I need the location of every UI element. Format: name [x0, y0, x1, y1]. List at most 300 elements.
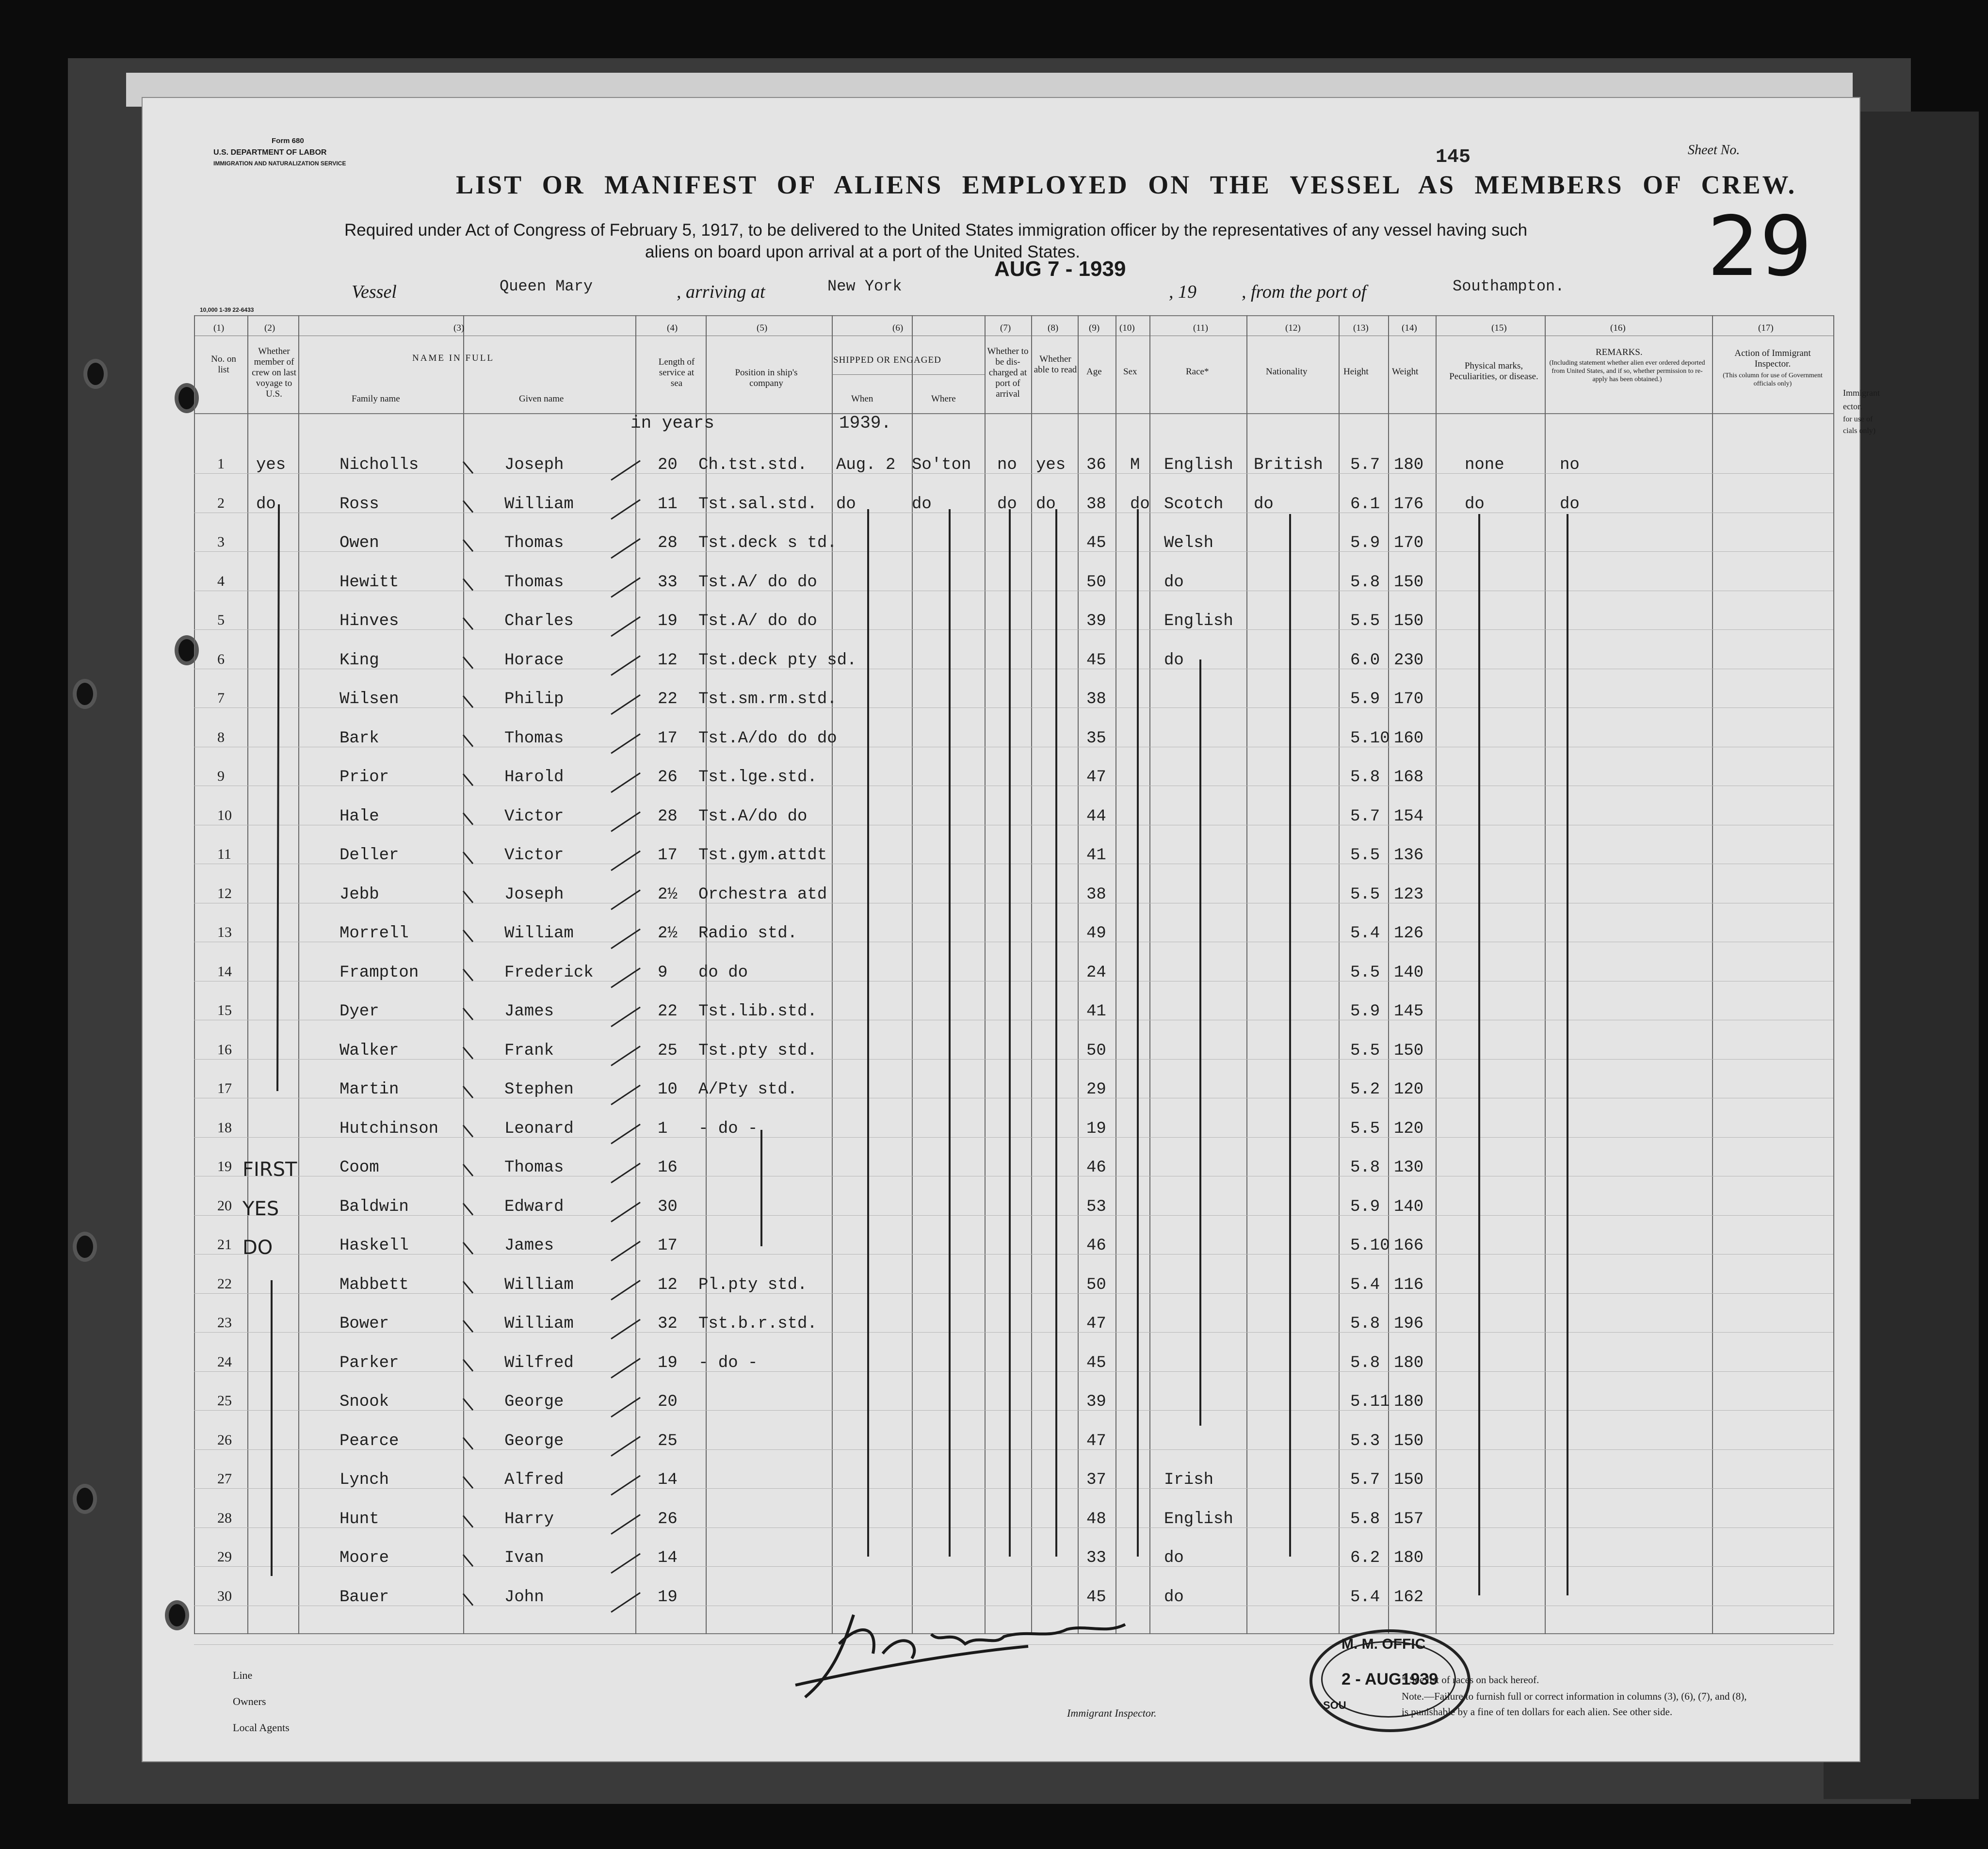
check-mark [611, 812, 640, 832]
shipped-where-cell: So'ton [912, 456, 971, 474]
height-cell: 5.4 [1350, 1588, 1380, 1607]
action-note: (This column for use of Government officials only) [1723, 372, 1823, 387]
service-years-cell: 26 [658, 768, 678, 787]
check-mark [611, 890, 640, 910]
age-cell: 33 [1086, 1549, 1106, 1567]
given-name-cell: Leonard [504, 1119, 574, 1138]
weight-cell: 154 [1394, 807, 1424, 826]
given-name-cell: Charles [504, 612, 574, 630]
check-mark [611, 1319, 640, 1339]
arrival-date-stamp: AUG 7 - 1939 [994, 257, 1126, 281]
given-name-cell: William [504, 1275, 574, 1294]
check-mark [611, 1398, 640, 1417]
weight-cell: 150 [1394, 1471, 1424, 1489]
col-13-label: Height [1343, 367, 1369, 377]
check-mark [611, 1437, 640, 1456]
service-years-cell: 2½ [658, 924, 678, 943]
arriving-label: , arriving at [677, 282, 765, 302]
col-17-number: (17) [1758, 323, 1774, 333]
weight-cell: 230 [1394, 651, 1424, 670]
age-cell: 50 [1086, 1041, 1106, 1060]
family-name-cell: Bauer [339, 1588, 389, 1607]
height-cell: 5.9 [1350, 534, 1380, 552]
age-cell: 45 [1086, 651, 1106, 670]
check-mark [611, 1241, 640, 1261]
list-number-cell: 29 [217, 1549, 232, 1565]
age-cell: 49 [1086, 924, 1106, 943]
nationality-cell: British [1254, 456, 1323, 474]
service-years-cell: 32 [658, 1315, 678, 1333]
list-number-cell: 11 [217, 846, 231, 862]
list-number-cell: 20 [217, 1197, 232, 1214]
check-mark [463, 1438, 473, 1449]
department-name: U.S. DEPARTMENT OF LABOR [213, 148, 327, 157]
list-number-cell: 25 [217, 1393, 232, 1409]
family-name-cell: Hale [339, 807, 379, 826]
family-name-cell: King [339, 651, 379, 670]
check-mark [463, 618, 473, 629]
col-10-label: Sex [1123, 367, 1137, 377]
service-years-cell: 26 [658, 1510, 678, 1528]
check-mark [463, 1008, 473, 1020]
service-years-cell: 10 [658, 1080, 678, 1099]
given-name-cell: Victor [504, 846, 564, 865]
race-cell: do [1164, 1588, 1184, 1607]
position-cell: Ch.tst.std. [698, 456, 808, 474]
family-name-cell: Bower [339, 1315, 389, 1333]
check-mark [463, 501, 473, 513]
position-cell: A/Pty std. [698, 1080, 798, 1099]
given-name-cell: George [504, 1431, 564, 1450]
height-cell: 5.8 [1350, 1158, 1380, 1177]
check-mark [463, 1360, 473, 1371]
physical-marks-cell: none [1465, 456, 1504, 474]
weight-cell: 180 [1394, 1393, 1424, 1411]
height-cell: 5.9 [1350, 690, 1380, 708]
height-cell: 5.2 [1350, 1080, 1380, 1099]
age-cell: 44 [1086, 807, 1106, 826]
family-name-cell: Coom [339, 1158, 379, 1177]
col-9-label: Age [1086, 367, 1102, 377]
nationality-cell: do [1254, 495, 1274, 514]
height-cell: 5.4 [1350, 1275, 1380, 1294]
service-years-cell: 12 [658, 1275, 678, 1294]
check-mark [611, 1046, 640, 1066]
check-mark [463, 1125, 473, 1137]
position-cell: Tst.b.r.std. [698, 1315, 817, 1333]
penalty-note-1: Note.—Failure to furnish full or correct information in columns (3), (6), (7), and (8), [1402, 1690, 1747, 1702]
family-name-cell: Haskell [339, 1237, 409, 1255]
given-name-cell: Victor [504, 807, 564, 826]
weight-cell: 170 [1394, 690, 1424, 708]
check-mark [463, 1047, 473, 1059]
check-mark [611, 617, 640, 636]
weight-cell: 150 [1394, 612, 1424, 630]
check-mark [463, 462, 473, 473]
check-mark [463, 1399, 473, 1410]
given-name-cell: Joseph [504, 456, 564, 474]
given-name-cell: Wilfred [504, 1353, 574, 1372]
position-cell: do do [698, 963, 748, 982]
service-years-cell: 25 [658, 1431, 678, 1450]
where-header: Where [931, 394, 956, 404]
service-years-cell: 20 [658, 456, 678, 474]
col-2-label: Whether member of crew on last voyage to U.S. [252, 346, 296, 399]
weight-cell: 116 [1394, 1275, 1424, 1294]
family-name-cell: Wilsen [339, 690, 399, 708]
service-years-cell: 12 [658, 651, 678, 670]
given-name-cell: Thomas [504, 534, 564, 552]
given-name-cell: Edward [504, 1197, 564, 1216]
age-cell: 36 [1086, 456, 1106, 474]
departure-port: Southampton. [1453, 277, 1565, 295]
check-mark [463, 696, 473, 707]
vessel-name: Queen Mary [500, 277, 593, 295]
age-cell: 47 [1086, 1315, 1106, 1333]
position-cell: Tst.A/ do do [698, 573, 817, 592]
list-number-cell: 21 [217, 1237, 232, 1253]
list-number-cell: 18 [217, 1119, 232, 1136]
position-cell: Tst.deck pty sd. [698, 651, 857, 670]
family-name-cell: Martin [339, 1080, 399, 1099]
list-number-cell: 24 [217, 1353, 232, 1370]
age-cell: 38 [1086, 690, 1106, 708]
year-prefix: , 19 [1169, 282, 1196, 302]
position-cell: Pl.pty std. [698, 1275, 808, 1294]
check-mark [611, 968, 640, 988]
col-6-label: SHIPPED OR ENGAGED [833, 355, 941, 365]
list-number-cell: 22 [217, 1275, 232, 1292]
weight-cell: 160 [1394, 729, 1424, 748]
height-cell: 5.8 [1350, 1315, 1380, 1333]
list-number-cell: 2 [217, 495, 225, 511]
height-cell: 5.8 [1350, 1510, 1380, 1528]
family-name-cell: Moore [339, 1549, 389, 1567]
col-5-number: (5) [757, 323, 768, 333]
service-years-cell: 19 [658, 612, 678, 630]
service-years-cell: 14 [658, 1549, 678, 1567]
check-mark [463, 774, 473, 786]
col-1-label: No. on list [211, 354, 236, 375]
position-cell: Tst.A/ do do [698, 612, 817, 630]
sex-cell: do [1130, 495, 1150, 514]
given-name-cell: Horace [504, 651, 564, 670]
given-name-cell: William [504, 924, 574, 943]
discharged-cell: do [997, 495, 1017, 514]
list-number-cell: 7 [217, 690, 225, 706]
service-years-cell: 30 [658, 1197, 678, 1216]
list-number-cell: 4 [217, 573, 225, 589]
weight-cell: 140 [1394, 963, 1424, 982]
list-number-cell: 27 [217, 1471, 232, 1487]
line-label: Line [233, 1669, 253, 1681]
col-10-number: (10) [1119, 323, 1135, 333]
list-number-cell: 13 [217, 924, 232, 940]
physical-marks-cell: do [1465, 495, 1485, 514]
list-number-cell: 19 [217, 1158, 232, 1174]
height-cell: 5.10 [1350, 729, 1390, 748]
given-name-cell: Philip [504, 690, 564, 708]
age-cell: 48 [1086, 1510, 1106, 1528]
weight-cell: 120 [1394, 1080, 1424, 1099]
given-name-cell: Thomas [504, 573, 564, 592]
check-mark [611, 461, 640, 480]
races-note: * See list of races on back hereof. [1402, 1674, 1539, 1686]
weight-cell: 126 [1394, 924, 1424, 943]
given-name-cell: James [504, 1002, 554, 1021]
family-name-cell: Dyer [339, 1002, 379, 1021]
service-years-cell: 11 [658, 495, 678, 514]
col-3-label: NAME IN FULL [412, 353, 494, 363]
col-4-number: (4) [667, 323, 678, 333]
family-name-cell: Deller [339, 846, 399, 865]
age-cell: 53 [1086, 1197, 1106, 1216]
age-cell: 41 [1086, 1002, 1106, 1021]
position-cell: Tst.lge.std. [698, 768, 817, 787]
check-mark [611, 1593, 640, 1612]
weight-cell: 123 [1394, 885, 1424, 904]
height-cell: 5.11 [1350, 1393, 1390, 1411]
check-mark [611, 1515, 640, 1534]
check-mark [611, 656, 640, 675]
remarks-cell: no [1560, 456, 1580, 474]
col-12-number: (12) [1285, 323, 1301, 333]
arrival-port: New York [827, 277, 902, 295]
given-name-cell: Alfred [504, 1471, 564, 1489]
age-cell: 47 [1086, 1431, 1106, 1450]
age-cell: 45 [1086, 1588, 1106, 1607]
col-15-label: Physical marks, Peculiarities, or disease. [1449, 361, 1538, 382]
age-cell: 46 [1086, 1158, 1106, 1177]
height-cell: 5.4 [1350, 924, 1380, 943]
check-mark [463, 1320, 473, 1332]
given-name-cell: Frank [504, 1041, 554, 1060]
check-mark [611, 1085, 640, 1105]
height-cell: 5.9 [1350, 1197, 1380, 1216]
previous-voyage-cell: do [256, 495, 276, 514]
list-number-cell: 3 [217, 534, 225, 550]
local-agents-label: Local Agents [233, 1721, 290, 1734]
service-years-cell: 22 [658, 690, 678, 708]
family-name-cell: Walker [339, 1041, 399, 1060]
check-mark [463, 1164, 473, 1176]
service-unit-note: in years [630, 413, 714, 433]
col-8-label: Whether able to read [1034, 354, 1077, 375]
list-number-cell: 16 [217, 1041, 232, 1058]
height-cell: 5.5 [1350, 1119, 1380, 1138]
check-mark [463, 852, 473, 864]
check-mark [611, 929, 640, 949]
check-mark [463, 579, 473, 591]
height-cell: 5.5 [1350, 963, 1380, 982]
position-cell: Tst.lib.std. [698, 1002, 817, 1021]
service-years-cell: 17 [658, 1237, 678, 1255]
weight-cell: 162 [1394, 1588, 1424, 1607]
given-name-cell: Joseph [504, 885, 564, 904]
side-note: for use of [1843, 415, 1873, 423]
check-mark [611, 539, 640, 558]
col-14-number: (14) [1402, 323, 1417, 333]
check-mark [611, 1007, 640, 1027]
position-cell: Tst.sm.rm.std. [698, 690, 837, 708]
weight-cell: 176 [1394, 495, 1424, 514]
age-cell: 39 [1086, 612, 1106, 630]
list-number-cell: 23 [217, 1315, 232, 1331]
weight-cell: 180 [1394, 1549, 1424, 1567]
weight-cell: 168 [1394, 768, 1424, 787]
race-cell: Irish [1164, 1471, 1214, 1489]
check-mark [463, 540, 473, 551]
weight-cell: 180 [1394, 456, 1424, 474]
shipped-when-cell: Aug. 2 [836, 456, 896, 474]
col-1-number: (1) [213, 323, 225, 333]
weight-cell: 150 [1394, 573, 1424, 592]
check-mark [611, 1125, 640, 1144]
service-years-cell: 17 [658, 846, 678, 865]
check-mark [611, 1359, 640, 1378]
position-cell: - do - [698, 1353, 758, 1372]
check-mark [611, 1203, 640, 1222]
given-name-cell: William [504, 495, 574, 514]
col-11-number: (11) [1193, 323, 1208, 333]
col-14-label: Weight [1392, 367, 1419, 377]
family-name-cell: Frampton [339, 963, 419, 982]
position-cell: Tst.gym.attdt [698, 846, 827, 865]
sheet-label: Sheet No. [1688, 143, 1740, 158]
height-cell: 5.10 [1350, 1237, 1390, 1255]
check-mark [611, 578, 640, 597]
weight-cell: 136 [1394, 846, 1424, 865]
family-name-cell: Owen [339, 534, 379, 552]
position-cell: Orchestra atd [698, 885, 827, 904]
check-mark [463, 1086, 473, 1098]
list-number-cell: 8 [217, 729, 225, 745]
height-cell: 5.7 [1350, 1471, 1380, 1489]
family-name-cell: Snook [339, 1393, 389, 1411]
list-number-cell: 9 [217, 768, 225, 784]
service-years-cell: 22 [658, 1002, 678, 1021]
when-header: When [851, 394, 873, 404]
given-name-cell: Harry [504, 1510, 554, 1528]
age-cell: 24 [1086, 963, 1106, 982]
position-cell: - do - [698, 1119, 758, 1138]
check-mark [611, 1476, 640, 1495]
list-number-cell: 14 [217, 963, 232, 980]
service-years-cell: 2½ [658, 885, 678, 904]
col-2-number: (2) [264, 323, 275, 333]
able-to-read-cell: do [1036, 495, 1056, 514]
age-cell: 45 [1086, 534, 1106, 552]
list-number-cell: 6 [217, 651, 225, 667]
weight-cell: 150 [1394, 1041, 1424, 1060]
height-cell: 5.5 [1350, 612, 1380, 630]
col-9-number: (9) [1089, 323, 1100, 333]
check-mark [463, 1555, 473, 1566]
family-name-cell: Nicholls [339, 456, 419, 474]
family-name-cell: Morrell [339, 924, 409, 943]
shipped-where-cell: do [912, 495, 932, 514]
check-mark [611, 1281, 640, 1300]
height-cell: 5.7 [1350, 456, 1380, 474]
race-cell: do [1164, 1549, 1184, 1567]
col-12-label: Nationality [1266, 367, 1308, 377]
height-cell: 6.1 [1350, 495, 1380, 514]
service-years-cell: 9 [658, 963, 668, 982]
age-cell: 37 [1086, 1471, 1106, 1489]
age-cell: 50 [1086, 573, 1106, 592]
family-name-cell: Mabbett [339, 1275, 409, 1294]
weight-cell: 180 [1394, 1353, 1424, 1372]
check-mark [611, 1554, 640, 1573]
service-years-cell: 17 [658, 729, 678, 748]
col-4-label: Length of service at sea [658, 357, 695, 388]
check-mark [463, 1477, 473, 1488]
able-to-read-cell: yes [1036, 456, 1066, 474]
family-name-cell: Jebb [339, 885, 379, 904]
age-cell: 35 [1086, 729, 1106, 748]
given-name-cell: Stephen [504, 1080, 574, 1099]
col-5-label: Position in ship's company [735, 368, 798, 388]
check-mark [463, 969, 473, 981]
service-years-cell: 20 [658, 1393, 678, 1411]
check-mark [463, 1204, 473, 1215]
discharged-cell: no [997, 456, 1017, 474]
service-years-cell: 16 [658, 1158, 678, 1177]
weight-cell: 166 [1394, 1237, 1424, 1255]
family-name-cell: Lynch [339, 1471, 389, 1489]
print-code: 10,000 1-39 22-6433 [200, 306, 254, 313]
family-name-cell: Ross [339, 495, 379, 514]
race-cell: English [1164, 456, 1233, 474]
service-years-cell: 19 [658, 1588, 678, 1607]
weight-cell: 196 [1394, 1315, 1424, 1333]
col-7-label: Whether to be dis-charged at port of arrival [987, 346, 1029, 399]
list-number-cell: 5 [217, 612, 225, 628]
check-mark [463, 657, 473, 669]
given-name-cell: Thomas [504, 1158, 564, 1177]
year-note: 1939. [839, 413, 892, 433]
given-name-cell: Thomas [504, 729, 564, 748]
weight-cell: 145 [1394, 1002, 1424, 1021]
sex-cell: M [1130, 456, 1140, 474]
weight-cell: 140 [1394, 1197, 1424, 1216]
position-cell: Tst.A/do do do [698, 729, 837, 748]
age-cell: 29 [1086, 1080, 1106, 1099]
ditto-line [277, 504, 279, 1091]
list-number-cell: 26 [217, 1431, 232, 1448]
col-11-label: Race* [1186, 367, 1209, 377]
vessel-label: Vessel [352, 282, 397, 302]
height-cell: 6.2 [1350, 1549, 1380, 1567]
height-cell: 6.0 [1350, 651, 1380, 670]
race-cell: Scotch [1164, 495, 1224, 514]
given-name-cell: James [504, 1237, 554, 1255]
check-mark [463, 1282, 473, 1293]
col-13-number: (13) [1353, 323, 1369, 333]
race-cell: do [1164, 573, 1184, 592]
sheet-number-handwritten: 29 [1707, 199, 1812, 295]
remarks-cell: do [1560, 495, 1580, 514]
weight-cell: 157 [1394, 1510, 1424, 1528]
check-mark [463, 1594, 473, 1606]
position-cell: Radio std. [698, 924, 798, 943]
previous-voyage-cell: DO [242, 1237, 273, 1259]
previous-voyage-cell: YES [242, 1197, 279, 1220]
list-number-cell: 15 [217, 1002, 232, 1018]
family-name-cell: Baldwin [339, 1197, 409, 1216]
race-cell: English [1164, 1510, 1233, 1528]
stamp-top-text: M. M. OFFIC [1341, 1636, 1426, 1652]
